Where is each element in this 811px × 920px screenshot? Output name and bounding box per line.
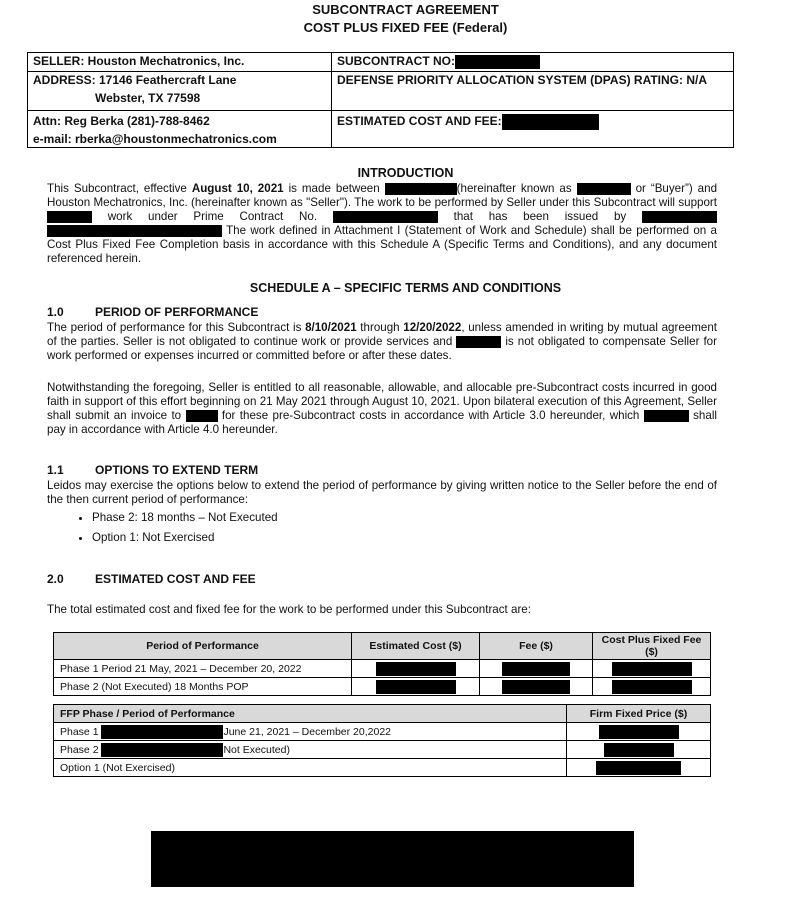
column-header: Firm Fixed Price ($) bbox=[567, 705, 711, 723]
list-item: • Option 1: Not Exercised bbox=[92, 528, 278, 548]
seller-cell: SELLER: Houston Mechatronics, Inc. bbox=[28, 53, 332, 72]
party-info-table bbox=[27, 52, 734, 148]
cost-heading: 2.0 ESTIMATED COST AND FEE bbox=[47, 572, 256, 586]
column-header: Period of Performance bbox=[54, 633, 352, 660]
table-row: Option 1 (Not Exercised) bbox=[54, 759, 711, 777]
table-row: Phase 1 June 21, 2021 – December 20,2022 bbox=[54, 723, 711, 741]
period-paragraph-2: Notwithstanding the foregoing, Seller is entitled to all reasonable, allowable, and allocable pre-Subcontract costs incurred in good faith in support of this effort beginning on 21 May 2021 through August 10, 2021. Upon bilateral execution of this Agreement, Seller shall submit an invoice to for these pre-Subcontract costs in accordance with Article 3.0 hereunder, which shall pay in accordance with Article 4.0 hereunder. bbox=[47, 381, 717, 436]
options-list bbox=[72, 508, 278, 548]
table-row: Phase 1 Period 21 May, 2021 – December 20, 2022 bbox=[54, 660, 711, 678]
period-paragraph-1: The period of performance for this Subcontract is 8/10/2021 through 12/20/2022, unless amended in writing by mutual agreement of the parties. Seller is not obligated to continue work or provide services and is not obligated to compensate Seller for work performed or expenses incurred or committed before or after these dates. bbox=[47, 321, 718, 362]
column-header: FFP Phase / Period of Performance bbox=[54, 705, 567, 723]
subcontract-no-cell bbox=[332, 53, 734, 72]
attn-line: Attn: Reg Berka (281)-788-8462 bbox=[33, 114, 210, 128]
list-item: • Phase 2: 18 months – Not Executed bbox=[92, 508, 278, 528]
contact-cell bbox=[28, 111, 332, 148]
subcontract-no-label: SUBCONTRACT NO: bbox=[337, 54, 455, 68]
introduction-heading: INTRODUCTION bbox=[357, 166, 454, 180]
address-cell bbox=[28, 72, 332, 111]
period-heading: 1.0 PERIOD OF PERFORMANCE bbox=[47, 305, 259, 319]
estimated-cost-cell bbox=[332, 111, 734, 148]
column-header: Estimated Cost ($) bbox=[352, 633, 480, 660]
table-row: Phase 2 (Not Executed) 18 Months POP bbox=[54, 678, 711, 696]
dpas-cell: DEFENSE PRIORITY ALLOCATION SYSTEM (DPAS) RATING: N/A bbox=[332, 72, 734, 111]
redaction-block bbox=[151, 831, 634, 887]
redaction bbox=[455, 55, 540, 69]
table-row: Phase 2 Not Executed) bbox=[54, 741, 711, 759]
estimated-cost-label: ESTIMATED COST AND FEE: bbox=[337, 114, 502, 129]
options-paragraph: Leidos may exercise the options below to extend the period of performance by giving written notice to the Seller before the end of the then current period of performance: bbox=[47, 479, 717, 506]
cost-table bbox=[53, 632, 711, 696]
document-subtitle: COST PLUS FIXED FEE (Federal) bbox=[303, 20, 508, 35]
introduction-paragraph: This Subcontract, effective August 10, 2021 is made between (hereinafter known as or “Buyer”) and Houston Mechatronics, Inc. (hereinafter known as "Seller"). The work to be performed by Seller under this Subcontract will support work under Prime Contract No. that has been issued by The work defined in Attachment I (Statement of Work and Schedule) shall be performed on a Cost Plus Fixed Fee Completion basis in accordance with this Schedule A (Specific Terms and Conditions), and any document referenced herein. bbox=[47, 182, 718, 265]
address-line1: ADDRESS: 17146 Feathercraft Lane bbox=[33, 73, 237, 87]
column-header: Fee ($) bbox=[480, 633, 593, 660]
address-line2: Webster, TX 77598 bbox=[95, 91, 201, 105]
cost-paragraph: The total estimated cost and fixed fee for the work to be performed under this Subcontract are: bbox=[47, 603, 531, 616]
redaction bbox=[502, 114, 599, 130]
schedule-heading: SCHEDULE A – SPECIFIC TERMS AND CONDITIONS bbox=[249, 281, 562, 295]
email-line: e-mail: rberka@houstonmechatronics.com bbox=[33, 132, 277, 146]
column-header: Cost Plus Fixed Fee ($) bbox=[593, 633, 711, 660]
document-title: SUBCONTRACT AGREEMENT bbox=[312, 2, 499, 17]
ffp-table bbox=[53, 704, 711, 777]
options-heading: 1.1 OPTIONS TO EXTEND TERM bbox=[47, 463, 259, 477]
